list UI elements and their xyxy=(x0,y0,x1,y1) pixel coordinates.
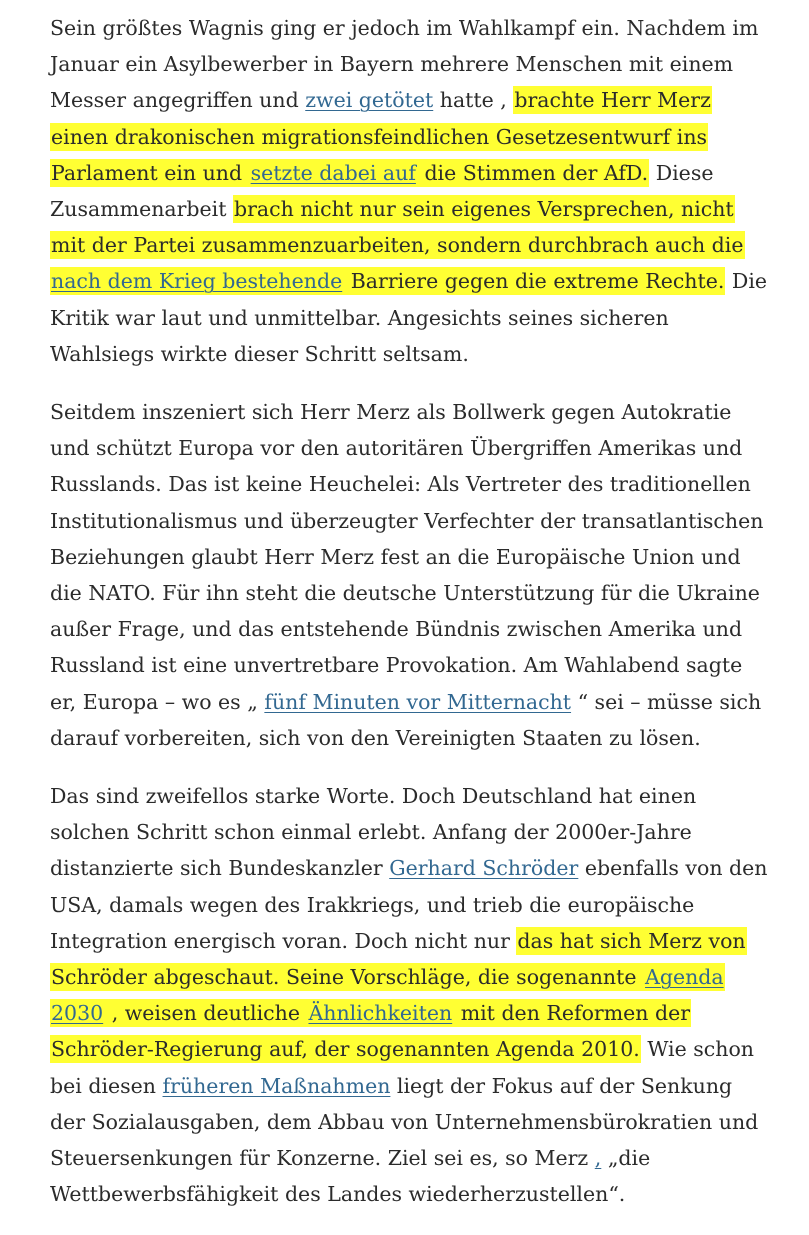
highlight-mark xyxy=(50,267,343,295)
text-run: brach nicht nur sein eigenes Versprechen, nicht mit der Partei zusammenzuarbeiten, sondern durchbrach auch die xyxy=(51,197,744,258)
inline-link[interactable]: früheren Maßnahmen xyxy=(162,1073,391,1098)
article-paragraph xyxy=(50,10,770,372)
inline-link[interactable]: zwei getötet xyxy=(305,88,434,113)
highlight-mark xyxy=(250,159,417,187)
text-run: “ sei – müsse sich darauf vorbereiten, sich von den Vereinigten Staaten zu lösen. xyxy=(50,689,762,750)
text-run: hatte , xyxy=(433,88,514,113)
text-run: „die Wettbewerbsfähigkeit des Landes wiederherzustellen“. xyxy=(50,1146,651,1207)
text-run: Die Kritik war laut und unmittelbar. Angesichts seines sicheren Wahlsiegs wirkte dieser Schritt seltsam. xyxy=(50,269,768,366)
text-run: ebenfalls von den USA, damals wegen des Irakkriegs, und trieb die europäische Integration energisch voran. Doch nicht nur xyxy=(50,856,768,953)
inline-link[interactable]: Ähnlichkeiten xyxy=(308,1001,453,1026)
highlight-mark xyxy=(343,267,725,295)
article-paragraph xyxy=(50,778,770,1212)
text-run: mit den Reformen der Schröder-Regierung auf, der sogenannten Agenda 2010. xyxy=(51,1001,691,1062)
text-run: brachte Herr Merz einen drakonischen migrationsfeindlichen Gesetzesentwurf ins Parlament ein und xyxy=(51,88,711,185)
inline-link[interactable]: fünf Minuten vor Mitternacht xyxy=(264,689,572,714)
inline-link[interactable]: , xyxy=(594,1146,602,1171)
inline-link[interactable]: nach dem Krieg bestehende xyxy=(51,269,343,294)
text-run: Barriere gegen die extreme Rechte. xyxy=(344,269,725,294)
article-body xyxy=(50,10,770,1235)
highlight-mark xyxy=(307,999,453,1027)
inline-link[interactable]: Gerhard Schröder xyxy=(389,856,579,881)
text-run: Wie schon bei diesen xyxy=(50,1037,754,1098)
text-run: die Stimmen der AfD. xyxy=(417,160,649,185)
inline-link[interactable]: setzte dabei auf xyxy=(250,160,416,185)
text-run: Sein größtes Wagnis ging er jedoch im Wahlkampf ein. Nachdem im Januar ein Asylbewerber in Bayern mehrere Menschen mit einem Messer angegriffen und xyxy=(50,16,759,113)
inline-link[interactable]: Agenda 2030 xyxy=(51,965,724,1026)
highlight-mark xyxy=(417,159,649,187)
text-run: , weisen deutliche xyxy=(105,1001,307,1026)
text-run: Diese Zusammenarbeit xyxy=(50,160,714,222)
text-run: liegt der Fokus auf der Senkung der Sozialausgaben, dem Abbau von Unternehmensbürokratien und Steuersenkungen für Konzerne. Ziel sei es, so Merz xyxy=(50,1073,759,1171)
highlight-mark xyxy=(104,999,307,1027)
text-run: das hat sich Merz von Schröder abgeschaut. Seine Vorschläge, die sogenannte xyxy=(51,928,746,990)
text-run: Seitdem inszeniert sich Herr Merz als Bollwerk gegen Autokratie und schützt Europa vor den autoritären Übergriffen Amerikas und Russlands. Das ist keine Heuchelei: Als Vertreter des traditionellen Institutionalismus und überzeugter Verfechter der transatlantischen Beziehungen glaubt Herr Merz fest an die Europäische Union und die NATO. Für ihn steht die deutsche Unterstützung für die Ukraine außer Frage, und das entstehende Bündnis zwischen Amerika und Russland ist eine unvertretbare Provokation. Am Wahlabend sagte er, Europa – wo es „ xyxy=(50,400,764,714)
article-paragraph xyxy=(50,394,770,756)
text-run: Das sind zweifellos starke Worte. Doch Deutschland hat einen solchen Schritt schon einmal erlebt. Anfang der 2000er-Jahre distanzierte sich Bundeskanzler xyxy=(50,784,697,881)
